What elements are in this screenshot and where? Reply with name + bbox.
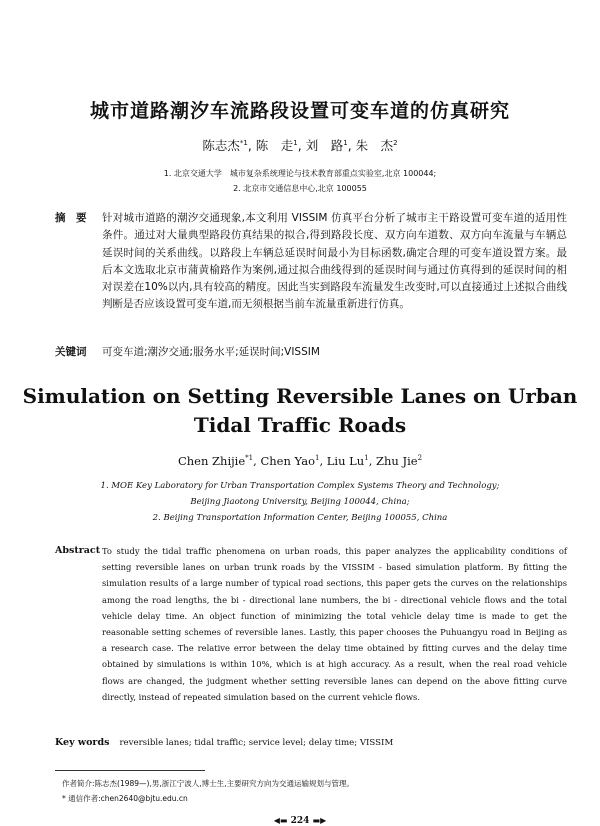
chinese-abstract bbox=[55, 210, 567, 314]
chinese-abstract-label: 摘 要 bbox=[55, 212, 87, 224]
english-keywords bbox=[55, 737, 567, 748]
english-title-line: Tidal Traffic Roads bbox=[193, 413, 407, 437]
author-name: 陈 走 bbox=[255, 138, 294, 153]
chinese-authors: 陈志杰$^{*1}$, 陈 走$^1$, 刘 路$^1$, 朱 杰$^2$ bbox=[202, 138, 398, 153]
author-mark: 2 bbox=[393, 138, 398, 147]
english-affiliation: 1. MOE Key Laboratory for Urban Transportation Complex Systems Theory and Technology; bbox=[100, 481, 500, 491]
english-title-line: Simulation on Setting Reversible Lanes on Urban bbox=[22, 384, 578, 408]
author-name: Chen Zhijie bbox=[177, 454, 246, 468]
author-mark: *1 bbox=[245, 454, 254, 463]
chinese-title: 城市道路潮汐车流路段设置可变车道的仿真研究 bbox=[89, 100, 510, 122]
english-affiliation: 2. Beijing Transportation Information Center, Beijing 100055, China bbox=[152, 513, 448, 523]
english-keywords-label: Key words bbox=[55, 737, 110, 748]
english-abstract-label: Abstract bbox=[55, 545, 101, 556]
chinese-affiliation: 1. 北京交通大学 城市复杂系统理论与技术教育部重点实验室,北京 100044; bbox=[163, 169, 437, 178]
footnote-divider bbox=[55, 770, 205, 771]
chinese-abstract-text: 针对城市道路的潮汐交通现象,本文利用 VISSIM 仿真平台分析了城市主干路设置可变车道的适用性条件。通过对大量典型路段仿真结果的拟合,得到路段长度、双方向车道数、双方向车流量与车辆总延误时间的关系曲线。以路段上车辆总延误时间最小为目标函数,确定合理的可变车道设置方案。最后本文选取北京市蒲黄榆路作为案例,通过拟合曲线得到的延误时间与通过仿真得到的延误时间的相对误差在10%以内,具有较高的精度。因此当实到路段车流量发生改变时,可以直接通过上述拟合曲线判断是否应该设置可变车道,而无须根据当前车流量重新进行仿真。 bbox=[102, 212, 567, 311]
chinese-keywords bbox=[55, 344, 567, 359]
author-name: 朱 杰 bbox=[355, 138, 394, 153]
author-name: 陈志杰 bbox=[202, 138, 240, 153]
english-authors: Chen Zhijie$^{*1}$, Chen Yao$^1$, Liu Lu$^1$, Zhu Jie$^2$ bbox=[177, 454, 423, 468]
footnote-corresponding-author: * 通信作者:chen2640@bjtu.edu.cn bbox=[62, 794, 188, 803]
page-number bbox=[0, 815, 600, 826]
author-name: Zhu Jie bbox=[376, 454, 418, 468]
author-name: Liu Lu bbox=[326, 454, 365, 468]
right-arrow-icon: ▬▶ bbox=[312, 815, 327, 825]
author-mark: 1 bbox=[315, 454, 320, 463]
left-arrow-icon: ◀▬ bbox=[273, 815, 288, 825]
chinese-affiliation: 2. 北京市交通信息中心,北京 100055 bbox=[233, 184, 367, 193]
author-mark: 1 bbox=[343, 138, 348, 147]
chinese-keywords-label: 关键词 bbox=[55, 346, 87, 358]
author-mark: 2 bbox=[417, 454, 423, 463]
english-abstract bbox=[55, 543, 567, 705]
page-number-text: 224 bbox=[290, 816, 310, 826]
english-title bbox=[0, 382, 600, 440]
author-mark: *1 bbox=[239, 138, 248, 147]
english-affiliation: Beijing Jiaotong University, Beijing 100044, China; bbox=[190, 497, 410, 507]
chinese-keywords-text: 可变车道;潮汐交通;服务水平;延误时间;VISSIM bbox=[102, 346, 320, 358]
author-mark: 1 bbox=[293, 138, 298, 147]
english-abstract-text: To study the tidal traffic phenomena on urban roads, this paper analyzes the applicability conditions of setting reversible lanes on urban trunk roads by the VISSIM - based simulation platform. By fitting the simulation results of a large number of typical road sections, this paper gets the curves on the relationships among the road lengths, the bi - directional lane numbers, the bi - directional vehicle flows and the total vehicle delay time. An object function of minimizing the total vehicle delay time is made to get the reasonable setting schemes of reversible lanes. Lastly, this paper chooses the Puhuangyu road in Beijing as a research case. The relative error between the delay time obtained by fitting curves and the delay time obtained by simulations is within 10%, which is at high accuracy. As a result, when the real road vehicle flows are changed, the judgment whether setting reversible lanes can depend on the above fitting curve directly, instead of repeated simulation based on the current vehicle flows. bbox=[102, 546, 567, 702]
footnote-author-bio: 作者简介:陈志杰(1989—),男,浙江宁波人,博士生,主要研究方向为交通运输规划与管理。 bbox=[62, 779, 354, 788]
english-keywords-text: reversible lanes; tidal traffic; service level; delay time; VISSIM bbox=[119, 738, 394, 748]
author-name: 刘 路 bbox=[305, 138, 344, 153]
author-name: Chen Yao bbox=[260, 454, 316, 468]
author-mark: 1 bbox=[364, 454, 369, 463]
